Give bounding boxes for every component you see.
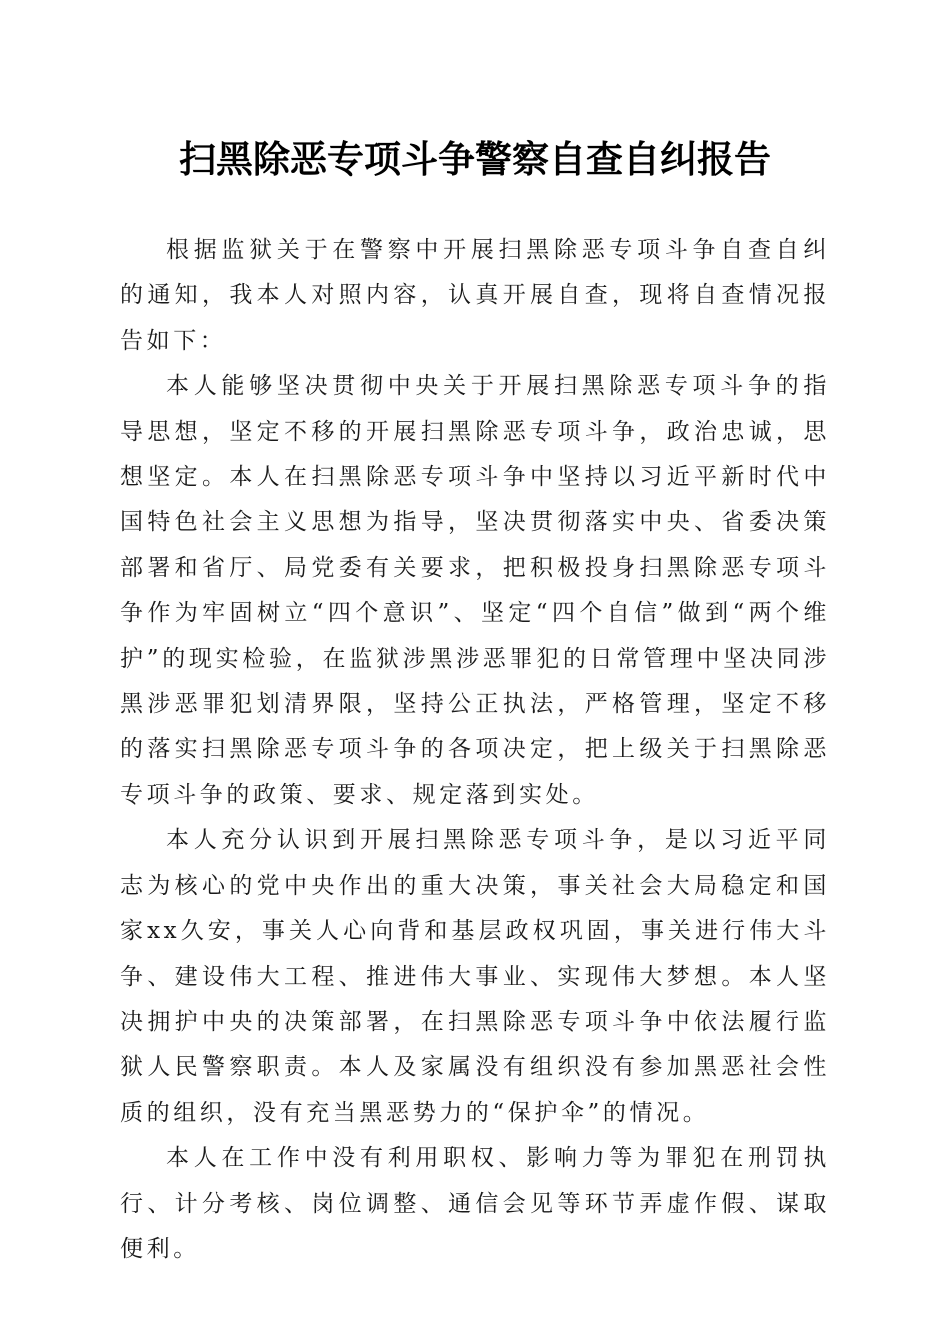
paragraph-intro: 根据监狱关于在警察中开展扫黑除恶专项斗争自查自纠的通知，我本人对照内容，认真开展自查，现将自查情况报告如下： xyxy=(120,237,830,354)
paragraph-understanding: 本人充分认识到开展扫黑除恶专项斗争，是以习近平同志为核心的党中央作出的重大决策，事关社会大局稳定和国家xx久安，事关人心向背和基层政权巩固，事关进行伟大斗争、建设伟大工程、推进伟大事业、实现伟大梦想。本人坚决拥护中央的决策部署，在扫黑除恶专项斗争中依法履行监狱人民警察职责。本人及家属没有组织没有参加黑恶社会性质的组织，没有充当黑恶势力的“保护伞”的情况。 xyxy=(120,827,830,1126)
document-body xyxy=(120,228,830,1272)
paragraph-ideology: 本人能够坚决贯彻中央关于开展扫黑除恶专项斗争的指导思想，坚定不移的开展扫黑除恶专项斗争，政治忠诚，思想坚定。本人在扫黑除恶专项斗争中坚持以习近平新时代中国特色社会主义思想为指导，坚决贯彻落实中央、省委决策部署和省厅、局党委有关要求，把积极投身扫黑除恶专项斗争作为牢固树立“四个意识”、坚定“四个自信”做到“两个维护”的现实检验，在监狱涉黑涉恶罪犯的日常管理中坚决同涉黑涉恶罪犯划清界限，坚持公正执法，严格管理，坚定不移的落实扫黑除恶专项斗争的各项决定，把上级关于扫黑除恶专项斗争的政策、要求、规定落到实处。 xyxy=(120,373,830,808)
document-title: 扫黑除恶专项斗争警察自查自纠报告 xyxy=(179,137,771,181)
paragraph-conduct: 本人在工作中没有利用职权、影响力等为罪犯在刑罚执行、计分考核、岗位调整、通信会见等环节弄虚作假、谋取便利。 xyxy=(120,1145,830,1262)
